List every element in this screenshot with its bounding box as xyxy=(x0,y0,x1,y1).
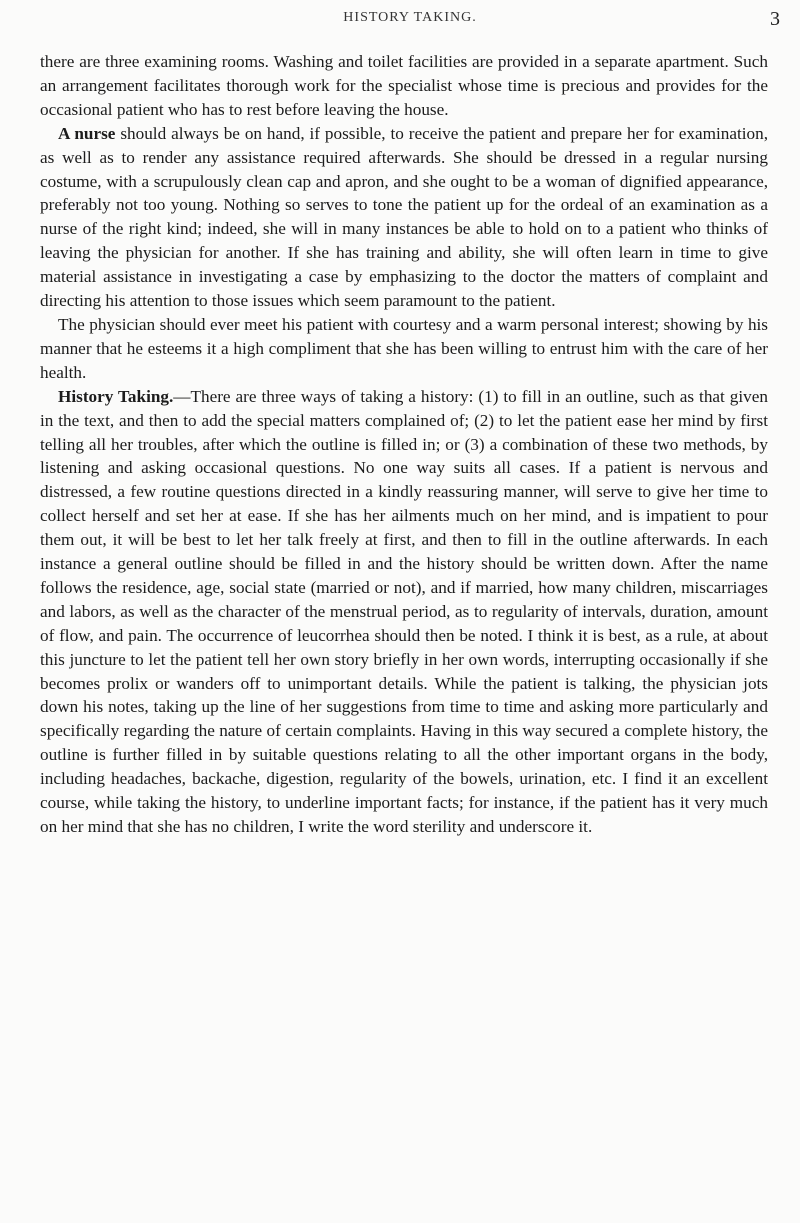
running-title: HISTORY TAKING. xyxy=(343,10,477,25)
paragraph-2-lead: A nurse xyxy=(58,123,116,143)
paragraph-4-text: —There are three ways of taking a history: (1) to fill in an outline, such as that given in the text, and then to add the special matters complained of; (2) to let the patient ease her mind by first telling all her troubles, after which the outline is filled in; or (3) a combination of these two methods, by listening and asking occasional questions. No one way suits all cases. If a patient is nervous and distressed, a few routine questions directed in a kindly reassuring manner, will serve to give her time to collect herself and set her at ease. If she has her ailments much on her mind, and is impatient to pour them out, it will be best to let her talk freely at first, and then to fill in the outline afterwards. In each instance a general outline should be filled in and the history should be written down. After the name follows the residence, age, social state (married or not), and if married, how many children, miscarriages and labors, as well as the character of the menstrual period, as to regularity of intervals, duration, amount of flow, and pain. The occurrence of leucorrhea should then be noted. I think it is best, as a rule, at about this juncture to let the patient tell her own story briefly in her own words, interrupting occasionally if she becomes prolix or wanders off to unimportant details. While the patient is talking, the physician jots down his notes, taking up the line of her suggestions from time to time and asking more particularly and specifically regarding the nature of certain complaints. Having in this way secured a complete history, the outline is further filled in by suitable questions relating to all the other important organs in the body, including headaches, backache, digestion, regularity of the bowels, urination, etc. I find it an excellent course, while taking the history, to underline important facts; for instance, if the patient has it very much on her mind that she has no children, I write the word sterility and underscore it. xyxy=(40,386,768,836)
paragraph-3-text: The physician should ever meet his patient with courtesy and a warm personal interest; showing by his manner that he esteems it a high compliment that she has been willing to entrust him with the care of her health. xyxy=(40,314,768,382)
paragraph-1 xyxy=(40,50,768,122)
paragraph-1-text: there are three examining rooms. Washing and toilet facilities are provided in a separate apartment. Such an arrangement facilitates thorough work for the specialist whose time is precious and provides for the occasional patient who has to rest before leaving the house. xyxy=(40,52,768,119)
body-text xyxy=(40,50,768,839)
page-number: 3 xyxy=(770,8,780,30)
running-head xyxy=(40,10,780,34)
paragraph-3 xyxy=(40,313,768,385)
paragraph-2 xyxy=(40,122,768,313)
paragraph-4 xyxy=(40,385,768,839)
paragraph-2-text: should always be on hand, if possible, to receive the patient and prepare her for examination, as well as to render any assistance required afterwards. She should be dressed in a regular nursing costume, with a scrupulously clean cap and apron, and she ought to be a woman of dignified appearance, preferably not too young. Nothing so serves to tone the patient up for the ordeal of an examination as a nurse of the right kind; indeed, she will in many instances be able to hold on to a patient who thinks of leaving the physician for another. If she has training and ability, she will often learn in time to give material assistance in investigating a case by emphasizing to the doctor the matters of complaint and directing his attention to those issues which seem paramount to the patient. xyxy=(40,123,769,311)
paragraph-4-lead: History Taking. xyxy=(58,386,174,406)
